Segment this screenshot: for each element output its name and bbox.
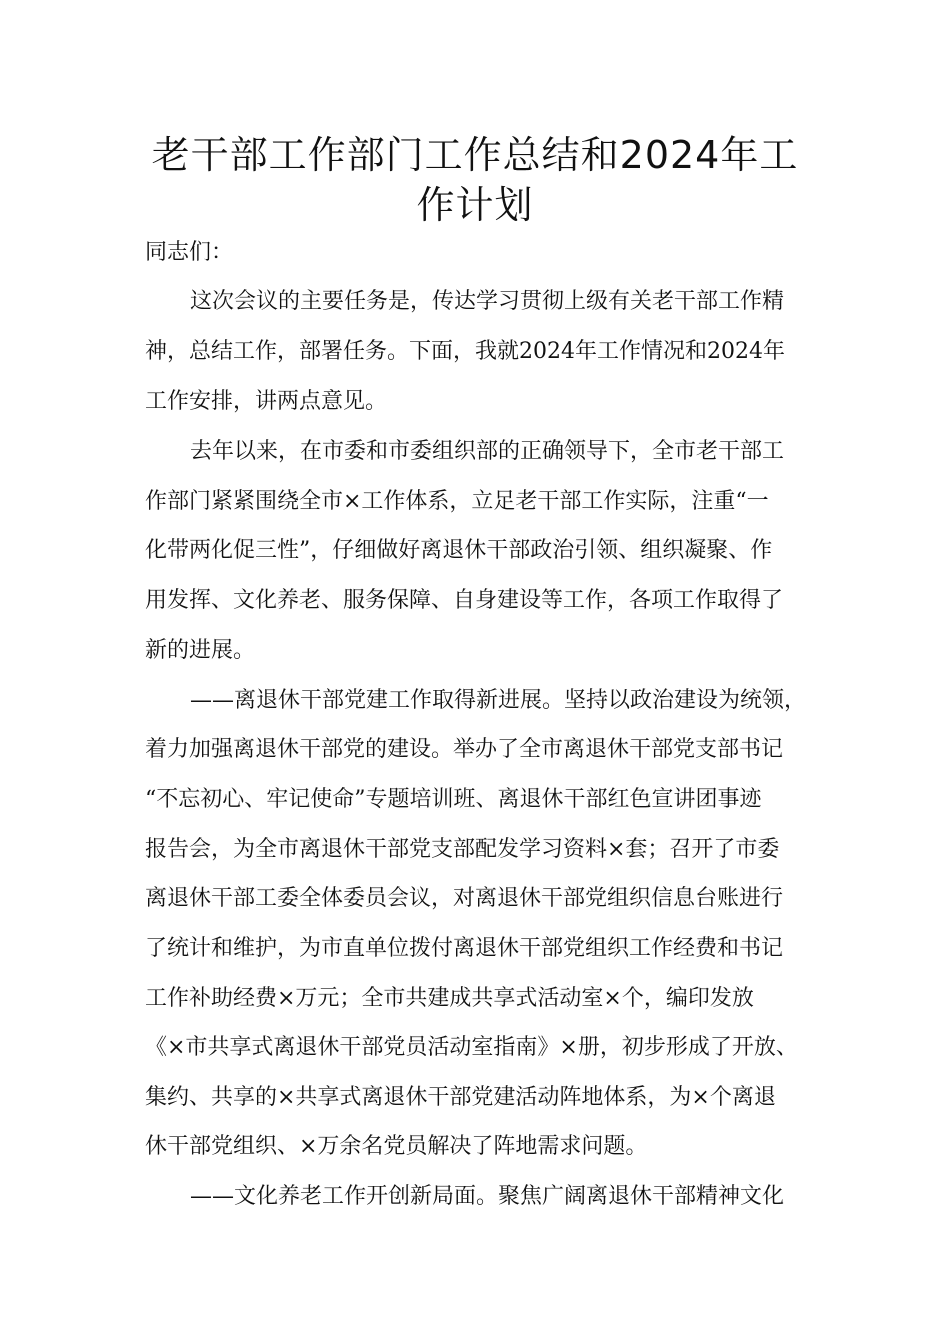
paragraph-3-line-3: “不忘初心、牢记使命”专题培训班、离退休干部红色宣讲团事迹 (145, 787, 762, 812)
paragraph-3-line-5: 离退休干部工委全体委员会议，对离退休干部党组织信息台账进行 (145, 886, 784, 911)
paragraph-3-line-9: 集约、共享的×共享式离退休干部党建活动阵地体系，为×个离退 (145, 1085, 776, 1110)
paragraph-2-line-4: 用发挥、文化养老、服务保障、自身建设等工作，各项工作取得了 (145, 588, 784, 613)
paragraph-1-line-3: 工作安排，讲两点意见。 (145, 389, 388, 414)
paragraph-3-line-6: 了统计和维护，为市直单位拨付离退休干部党组织工作经费和书记 (145, 936, 784, 961)
paragraph-2-line-1: 去年以来，在市委和市委组织部的正确领导下，全市老干部工 (190, 439, 785, 464)
paragraph-3-line-4: 报告会，为全市离退休干部党支部配发学习资料×套；召开了市委 (145, 837, 780, 862)
paragraph-2-line-2: 作部门紧紧围绕全市×工作体系，立足老干部工作实际，注重“一 (145, 489, 769, 514)
paragraph-4-line-1: ——文化养老工作开创新局面。聚焦广阔离退休干部精神文化 (190, 1184, 785, 1209)
paragraph-3-line-2: 着力加强离退休干部党的建设。举办了全市离退休干部党支部书记 (145, 737, 784, 762)
paragraph-2-line-3: 化带两化促三性”，仔细做好离退休干部政治引领、组织凝聚、作 (145, 538, 773, 563)
paragraph-1-line-1: 这次会议的主要任务是，传达学习贯彻上级有关老干部工作精 (190, 289, 785, 314)
paragraph-3-line-8: 《×市共享式离退休干部党员活动室指南》×册，初步形成了开放、 (145, 1035, 798, 1060)
paragraph-3-line-1: ——离退休干部党建工作取得新进展。坚持以政治建设为统领， (190, 688, 807, 713)
salutation: 同志们： (145, 240, 234, 265)
document-title-line-1: 老干部工作部门工作总结和2024年工 (151, 133, 799, 177)
document-title-line-2: 作计划 (416, 183, 534, 227)
paragraph-3-line-7: 工作补助经费×万元；全市共建成共享式活动室×个，编印发放 (145, 986, 754, 1011)
paragraph-1-line-2: 神，总结工作，部署任务。下面，我就2024年工作情况和2024年 (145, 339, 785, 364)
paragraph-3-line-10: 休干部党组织、×万余名党员解决了阵地需求问题。 (145, 1134, 648, 1159)
paragraph-2-line-5: 新的进展。 (145, 638, 256, 663)
